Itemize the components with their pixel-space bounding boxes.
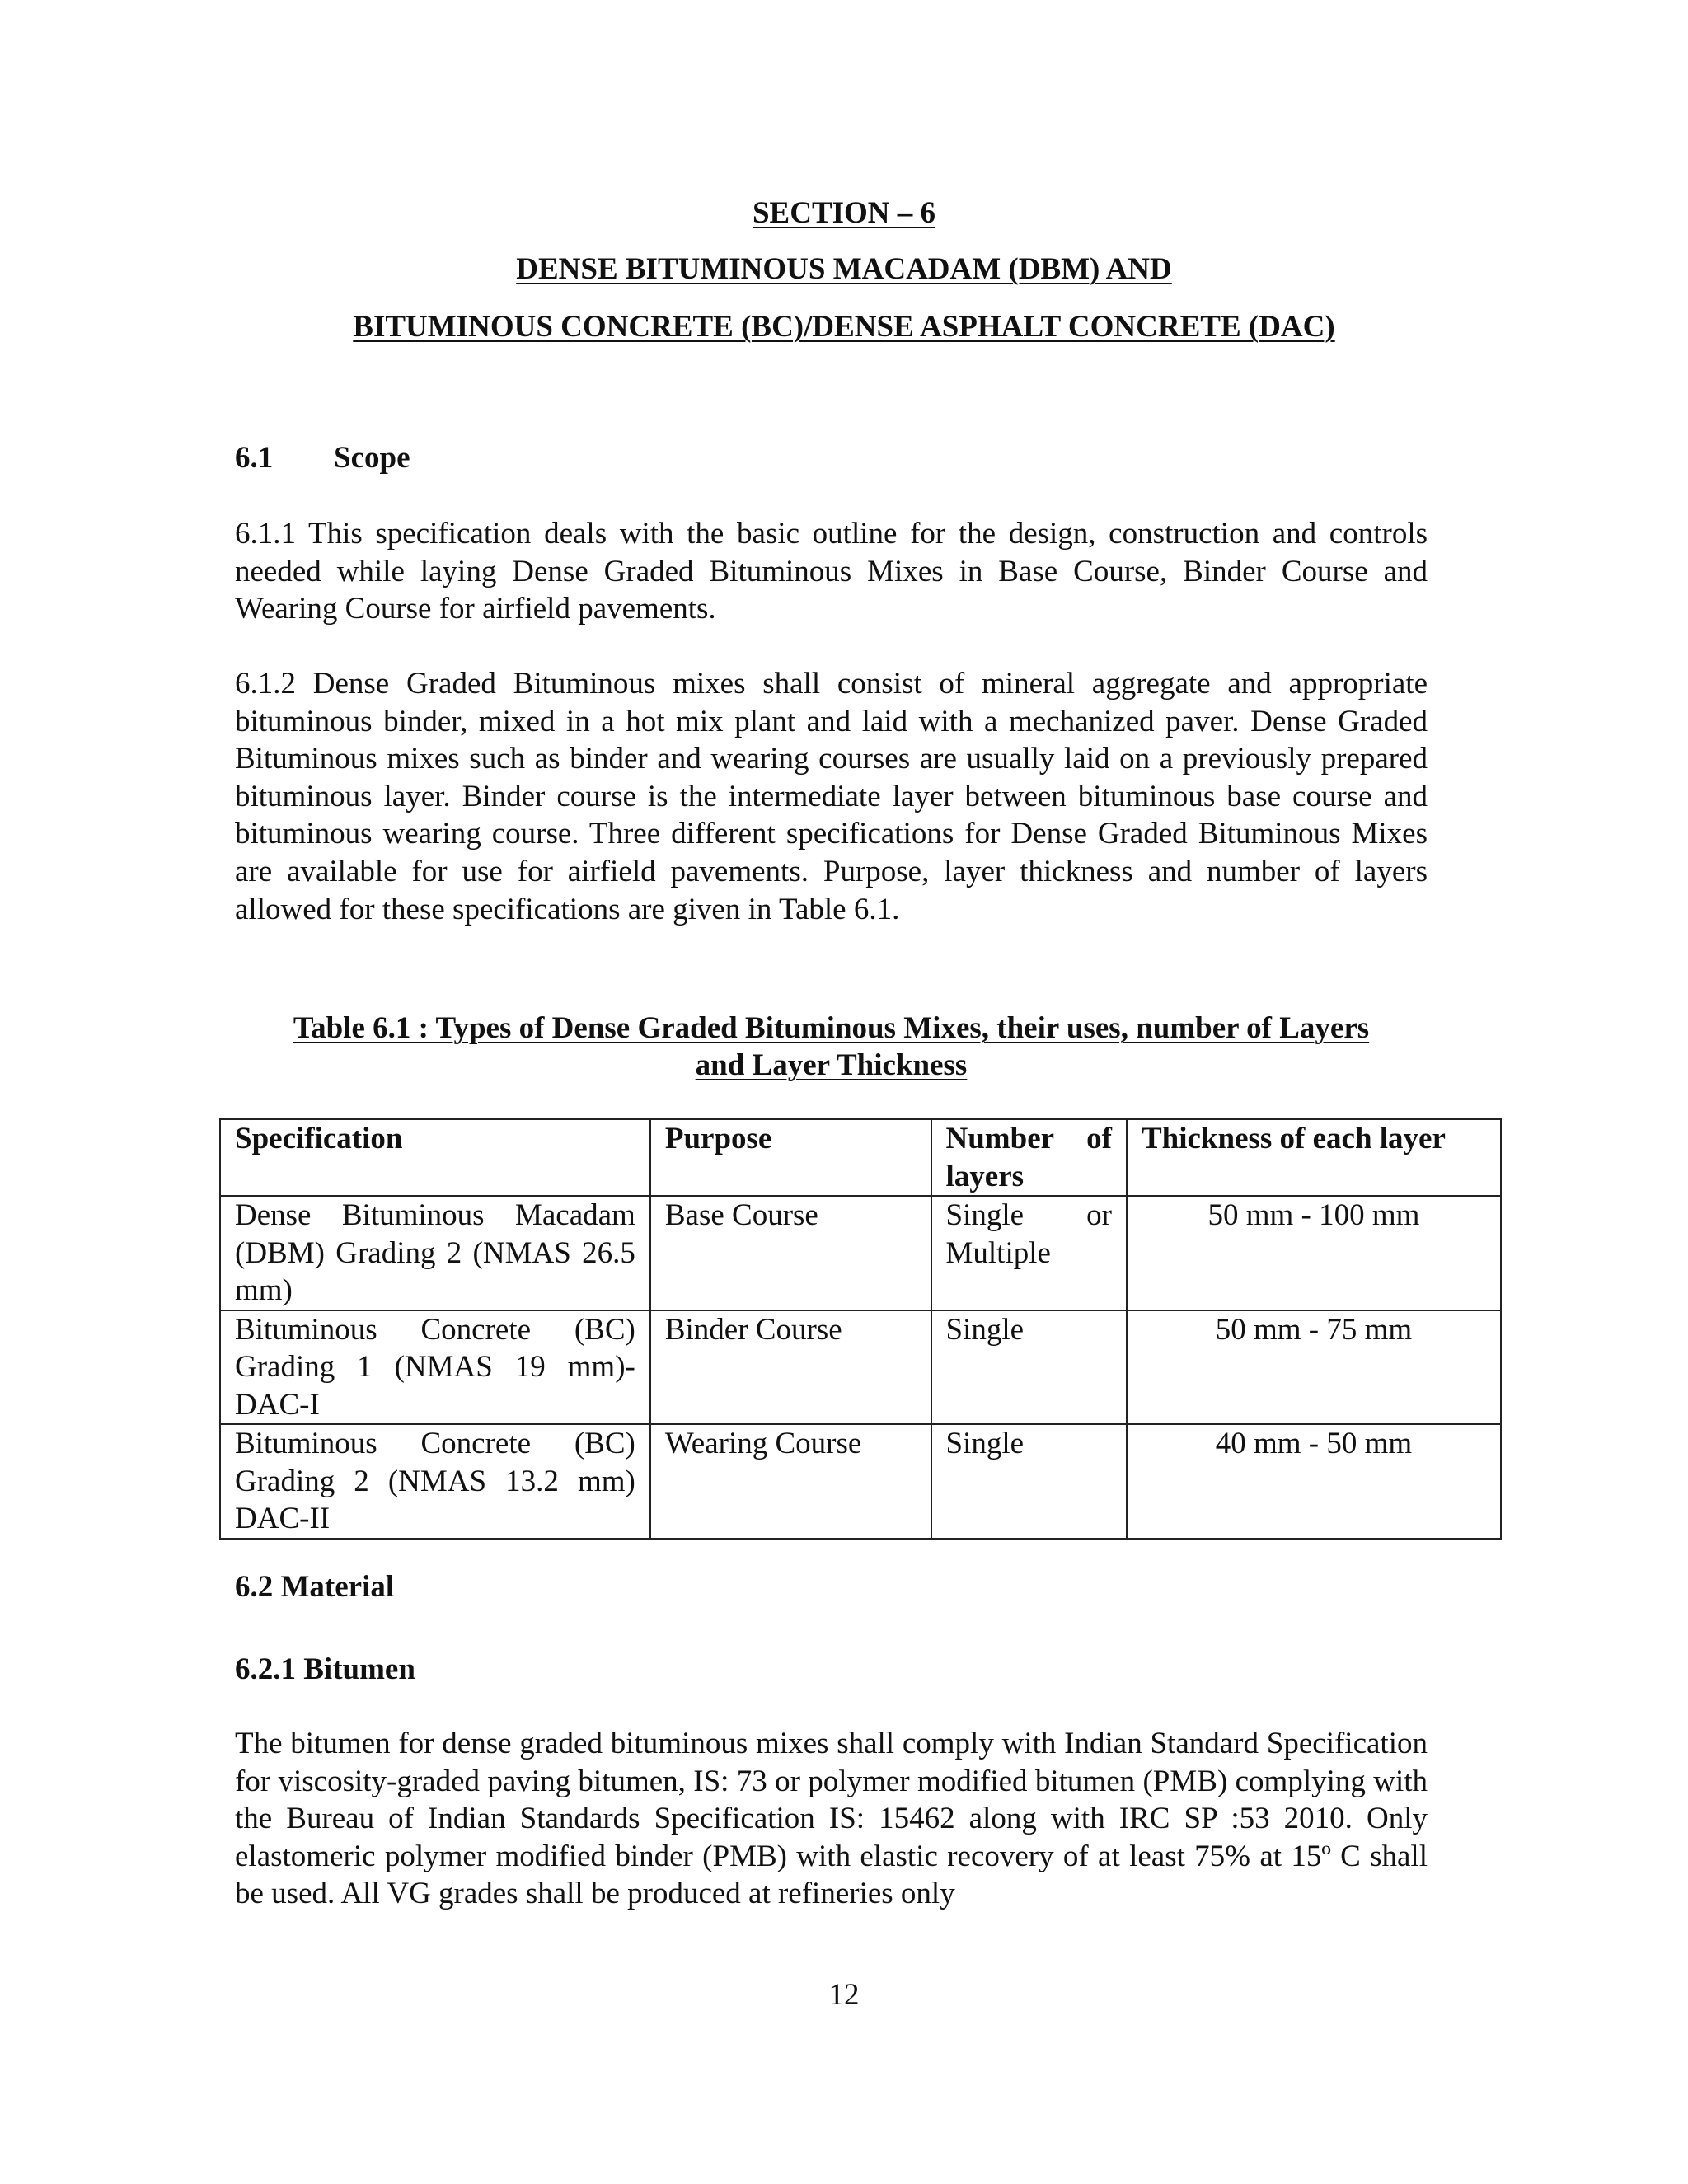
material-heading: 6.2 Material: [235, 1570, 395, 1604]
table-caption-line1: Table 6.1 : Types of Dense Graded Bituminous Mixes, their uses, number of Layers: [293, 1011, 1370, 1045]
table-header-row: [220, 1119, 1501, 1196]
cell-thickness: 40 mm - 50 mm: [1127, 1424, 1501, 1539]
page-number: 12: [828, 1978, 860, 2012]
header-purpose: Purpose: [650, 1119, 931, 1196]
paragraph-6-1-2: 6.1.2 Dense Graded Bituminous mixes shall consist of mineral aggregate and appropriate bituminous binder, mixed in a hot mix plant and laid with a mechanized paver. Dense Graded Bituminous mixes such as binder and wearing courses are usually laid on a previously prepared bituminous layer. Binder course is the intermediate layer between bituminous base course and bituminous wearing course. Three different specifications for Dense Graded Bituminous Mixes are available for use for airfield pavements. Purpose, layer thickness and number of layers allowed for these specifications are given in Table 6.1.: [235, 667, 1428, 926]
scope-heading: [235, 443, 410, 473]
cell-specification: Dense Bituminous Macadam (DBM) Grading 2 (NMAS 26.5 mm): [220, 1196, 650, 1310]
cell-thickness: 50 mm - 75 mm: [1127, 1310, 1501, 1425]
cell-number-of-layers: Single: [931, 1424, 1127, 1539]
cell-specification: Bituminous Concrete (BC) Grading 2 (NMAS 13.2 mm) DAC-II: [220, 1424, 650, 1539]
paragraph-6-1-1: 6.1.1 This specification deals with the basic outline for the design, construction and controls needed while laying Dense Graded Bituminous Mixes in Base Course, Binder Course and Wearing Course for airfield pavements.: [235, 517, 1428, 626]
mixes-table: [219, 1118, 1502, 1540]
section-title-line1: DENSE BITUMINOUS MACADAM (DBM) AND: [516, 252, 1172, 286]
cell-number-of-layers: Single or Multiple: [931, 1196, 1127, 1310]
section-label: SECTION – 6: [752, 196, 936, 230]
header-thickness: Thickness of each layer: [1127, 1119, 1501, 1196]
table-caption-line2: and Layer Thickness: [695, 1048, 968, 1082]
cell-number-of-layers: Single: [931, 1310, 1127, 1425]
cell-specification: Bituminous Concrete (BC) Grading 1 (NMAS 19 mm)- DAC-I: [220, 1310, 650, 1425]
cell-purpose: Binder Course: [650, 1310, 931, 1425]
cell-thickness: 50 mm - 100 mm: [1127, 1196, 1501, 1310]
header-number-of-layers: Number of layers: [931, 1119, 1127, 1196]
scope-title: Scope: [334, 441, 410, 475]
bitumen-heading: 6.2.1 Bitumen: [235, 1652, 415, 1686]
bitumen-paragraph: The bitumen for dense graded bituminous mixes shall comply with Indian Standard Specification for viscosity-graded paving bitumen, IS: 73 or polymer modified bitumen (PMB) complying with the Bureau of Indian Standards Specification IS: 15462 along with IRC SP :53 2010. Only elastomeric polymer modified binder (PMB) with elastic recovery of at least 75% at 15º C shall be used. All VG grades shall be produced at refineries only: [235, 1727, 1428, 1911]
table-caption: [235, 1010, 1428, 1084]
section-title-line2: BITUMINOUS CONCRETE (BC)/DENSE ASPHALT CONCRETE (DAC): [353, 310, 1335, 344]
cell-purpose: Base Course: [650, 1196, 931, 1310]
header-specification: Specification: [220, 1119, 650, 1196]
table-row: [220, 1310, 1501, 1425]
table-row: [220, 1196, 1501, 1310]
scope-number: 6.1: [235, 441, 274, 475]
table-row: [220, 1424, 1501, 1539]
cell-purpose: Wearing Course: [650, 1424, 931, 1539]
